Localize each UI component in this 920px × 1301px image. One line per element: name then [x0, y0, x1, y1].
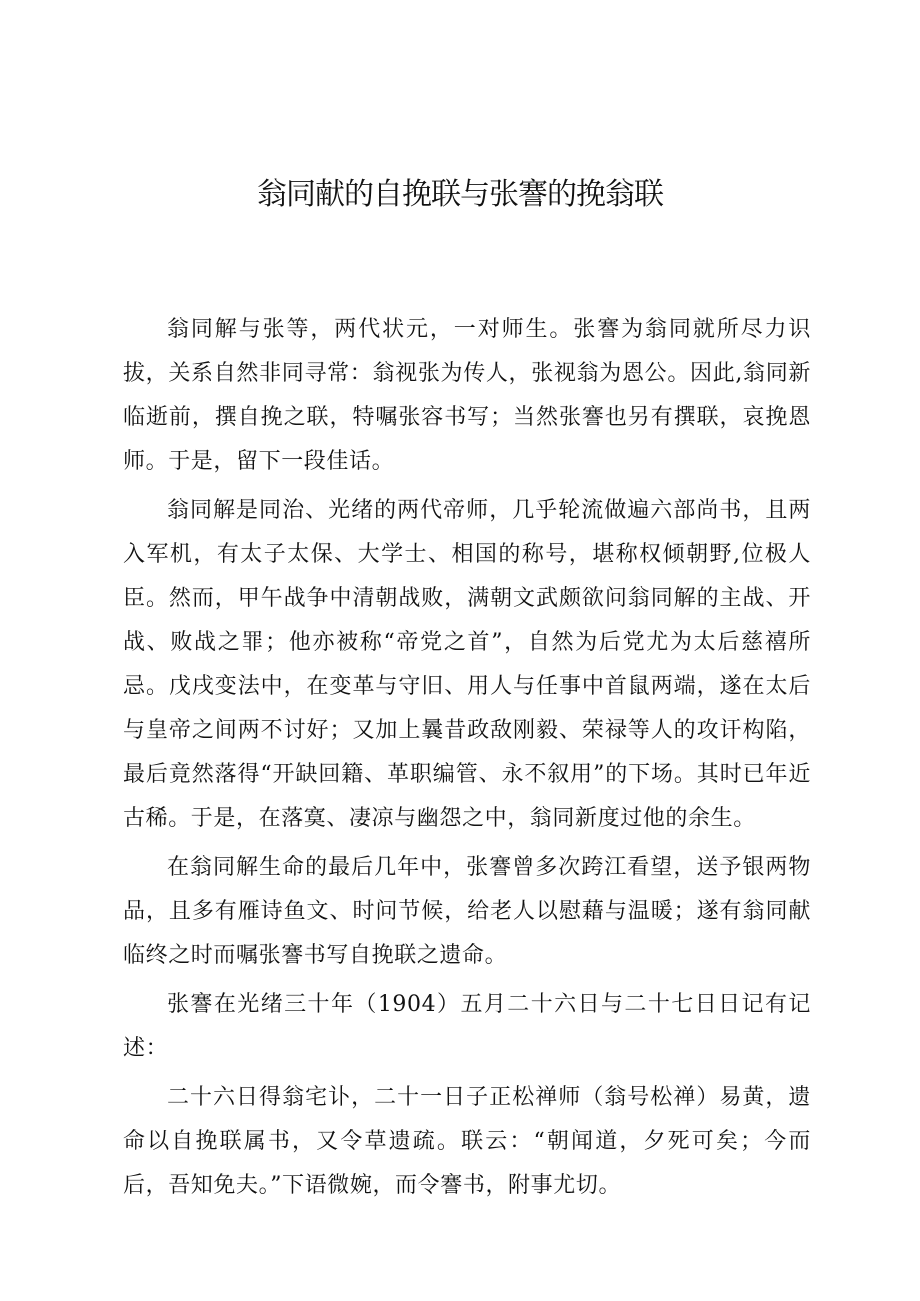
paragraph-2: 翁同解是同治、光绪的两代帝师，几乎轮流做遍六部尚书，且两入军机，有太子太保、大学士、相国的称号，堪称权倾朝野,位极人臣。然而，甲午战争中清朝战败，满朝文武颇欲问翁同解的主战、开战、败战之罪；他亦被称“帝党之首”，自然为后党尤为太后慈禧所忌。戊戌变法中，在变革与守旧、用人与任事中首鼠两端，遂在太后与皇帝之间两不讨好；又加上曩昔政敌刚毅、荣禄等人的攻讦构陷，最后竟然落得“开缺回籍、革职编管、永不叙用”的下场。其时已年近古稀。于是，在落寞、凄凉与幽怨之中，翁同新度过他的余生。 [123, 498, 811, 831]
paragraph-4: 张謇在光绪三十年（1904）五月二十六日与二十七日日记有记述： [123, 992, 811, 1061]
document-title: 翁同献的自挽联与张謇的挽翁联 [257, 177, 663, 212]
paragraph-3: 在翁同解生命的最后几年中，张謇曾多次跨江看望，送予银两物品，且多有雁诗鱼文、时问节候，给老人以慰藉与温暖；遂有翁同献临终之时而嘱张謇书写自挽联之遗命。 [123, 855, 811, 968]
paragraph-5: 二十六日得翁宅讣，二十一日子正松禅师（翁号松禅）易黄，遗命以自挽联属书，又令草遗疏。联云：“朝闻道，夕死可矣；今而后，吾知免夫。”下语微婉，而令謇书，附事尤切。 [123, 1085, 811, 1198]
document-body [123, 308, 811, 1213]
paragraph-1: 翁同解与张等，两代状元，一对师生。张謇为翁同就所尽力识拔，关系自然非同寻常：翁视张为传人，张视翁为恩公。因此,翁同新临逝前，撰自挽之联，特嘱张容书写；当然张謇也另有撰联，哀挽恩师。于是，留下一段佳话。 [123, 317, 811, 474]
